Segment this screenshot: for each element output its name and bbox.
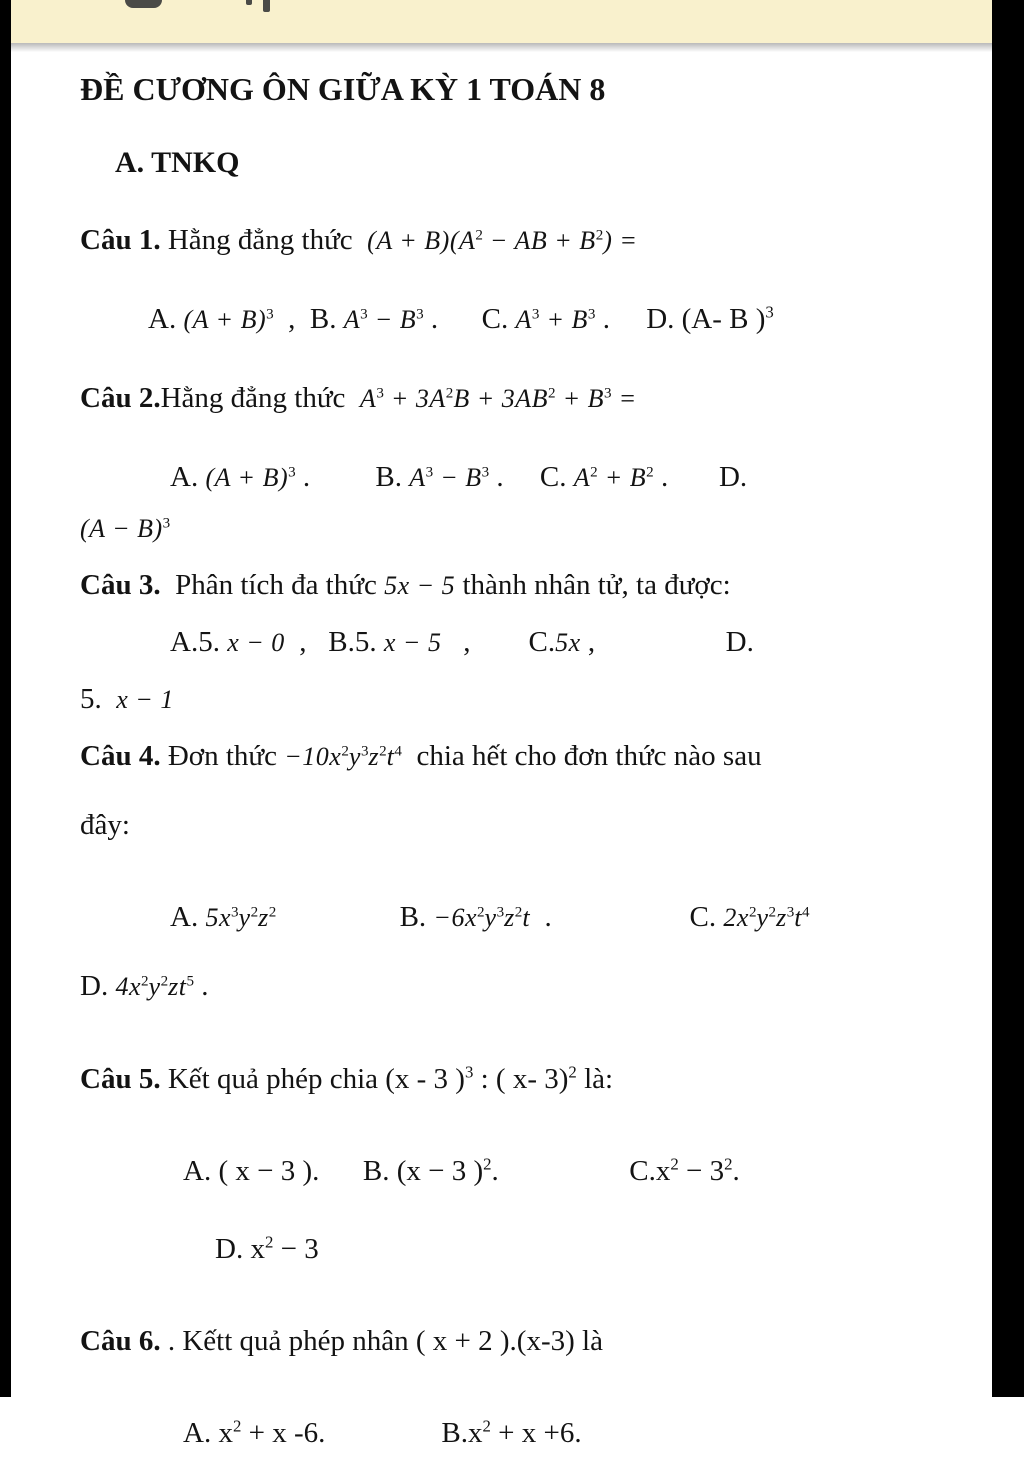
cau-5-text-segment: Kết quả phép chia (x - 3 )$^3$ : ( x- 3)$^2$ là: — [160, 1062, 614, 1095]
cau-3-text-segment: , D. — [580, 626, 754, 658]
document-title: ĐỀ CƯƠNG ÔN GIỮA KỲ 1 TOÁN 8 — [80, 71, 606, 107]
cau-6-bold-segment: Câu 6. — [80, 1325, 161, 1357]
cau-5-text-segment: D. $x^2 - 3$ — [215, 1232, 319, 1265]
cau-4-text-segment: Đơn thức — [160, 740, 285, 772]
cau-4-math-segment: $2x^2y^2z^3t^4$ — [723, 903, 810, 932]
cau-2-math-segment: $A^3 - B^3$ — [409, 463, 490, 492]
cau-4-text-segment: A. — [170, 901, 206, 933]
questions-container — [80, 215, 964, 1458]
cau-2-question-line — [80, 373, 964, 424]
cau-3-option-d-continuation-line — [80, 674, 964, 725]
right-black-border — [992, 0, 1024, 1397]
band-shadow-divider — [0, 43, 1024, 52]
cropped-glyph-dot-fragment — [246, 0, 252, 5]
cau-1-text-segment: . D. (A- B )$^3$ — [595, 302, 774, 335]
cau-4-text-segment: đây: — [80, 809, 130, 841]
cau-2-text-segment: . D. — [653, 461, 748, 493]
cau-2-math-segment: $(A + B)^3$ — [205, 463, 296, 492]
cau-3-math-segment: x − 1 — [116, 685, 174, 714]
cau-1-text-segment: Hằng đẳng thức — [160, 224, 368, 256]
cau-2-math-segment: $A^3 + 3A^2B + 3AB^2 + B^3$ = — [359, 384, 637, 413]
cau-3-text-segment: , B.5. — [284, 626, 384, 658]
cau-3-text-segment: Phân tích đa thức — [160, 569, 385, 601]
cau-2-text-segment: A. — [170, 461, 206, 493]
cau-5-bold-segment: Câu 5. — [80, 1063, 161, 1095]
cau-4-question-line — [80, 731, 964, 782]
cau-3-text-segment: 5. — [80, 683, 117, 715]
cau-3-text-segment: thành nhân tử, ta được: — [455, 569, 731, 601]
cau-1-text-segment: , B. — [273, 303, 344, 335]
cau-6-text-segment: . Kếtt quả phép nhân ( x + 2 ).(x-3) là — [160, 1325, 603, 1357]
cau-4-text-segment: . C. — [530, 901, 724, 933]
cau-1-text-segment: A. — [148, 303, 184, 335]
cau-4-math-segment: $-6x^2y^3z^2t$ — [433, 903, 531, 932]
cau-1-bold-segment: Câu 1. — [80, 224, 161, 256]
cau-2-math-segment: $(A - B)^3$ — [80, 514, 171, 543]
cau-3-bold-segment: Câu 3. — [80, 569, 161, 601]
cau-6-options-line — [183, 1408, 964, 1458]
cau-5-text-segment: A. ( x − 3 ). B. (x − 3 )$^2$. $C.x^2 - 3^2$. — [183, 1154, 740, 1187]
cau-2-text-segment: . B. — [295, 461, 410, 493]
cau-3-math-segment: x − 0 — [227, 628, 285, 657]
cau-5-options-line — [183, 1146, 964, 1196]
cau-1-options-line — [148, 294, 964, 345]
cau-5-question-line — [80, 1054, 964, 1104]
cau-1-math-segment: $(A + B)(A^2$ − AB + $B^2$) = — [367, 226, 638, 255]
cau-4-math-segment: $4x^2y^2zt^5$ — [115, 972, 195, 1001]
cau-3-text-segment: A.5. — [170, 626, 228, 658]
cau-4-option-d-continuation-line — [80, 961, 964, 1012]
cau-1-text-segment: . C. — [423, 303, 516, 335]
cau-2-text-segment: Hằng đẳng thức — [160, 382, 360, 414]
cau-4-text-segment: . — [194, 970, 209, 1002]
cau-3-math-segment: x − 5 — [383, 628, 442, 657]
cau-1-question-line — [80, 215, 964, 266]
cau-4-bold-segment: Câu 4. — [80, 740, 161, 772]
cau-4-text-segment: D. — [80, 970, 116, 1002]
cau-6-text-segment: A. $x^2 + x$ -6. $B.x^2 + x +6$. — [183, 1416, 582, 1449]
cau-1-math-segment: $A^3 - B^3$ — [343, 305, 424, 334]
cau-4-question-wrap-line — [80, 800, 964, 850]
section-heading: A. TNKQ — [115, 146, 240, 179]
cau-3-options-line — [170, 617, 964, 668]
cau-4-options-line — [170, 892, 964, 943]
cau-4-math-segment: $5x^3y^2z^2$ — [205, 903, 277, 932]
cau-2-text-segment: . C. — [489, 461, 574, 493]
cau-5-option-d-continuation-line — [215, 1224, 964, 1274]
cau-3-text-segment: , C. — [441, 626, 556, 658]
document-page — [11, 52, 992, 1449]
cropped-glyph-stem-fragment — [263, 0, 270, 12]
cau-2-math-segment: $A^2 + B^2$ — [573, 463, 654, 492]
cau-4-text-segment: chia hết cho đơn thức nào sau — [401, 740, 762, 772]
cau-3-math-segment: 5x — [555, 628, 581, 657]
cau-2-bold-segment: Câu 2. — [80, 382, 161, 414]
cau-3-math-segment: 5x − 5 — [384, 571, 456, 600]
left-black-border — [0, 0, 11, 1397]
cau-1-math-segment: $A^3 + B^3$ — [515, 305, 596, 334]
cau-4-math-segment: $-10x^2y^3z^2t^4$ — [284, 742, 402, 771]
cau-4-text-segment: B. — [276, 901, 434, 933]
cau-2-option-d-continuation-line — [80, 503, 964, 554]
cropped-glyph-round-fragment — [125, 0, 162, 8]
cau-1-math-segment: $(A + B)^3$ — [183, 305, 274, 334]
cau-2-options-line — [170, 452, 964, 503]
cau-3-question-line — [80, 560, 964, 611]
cropped-header-band — [0, 0, 1024, 43]
cau-6-question-line — [80, 1316, 964, 1366]
